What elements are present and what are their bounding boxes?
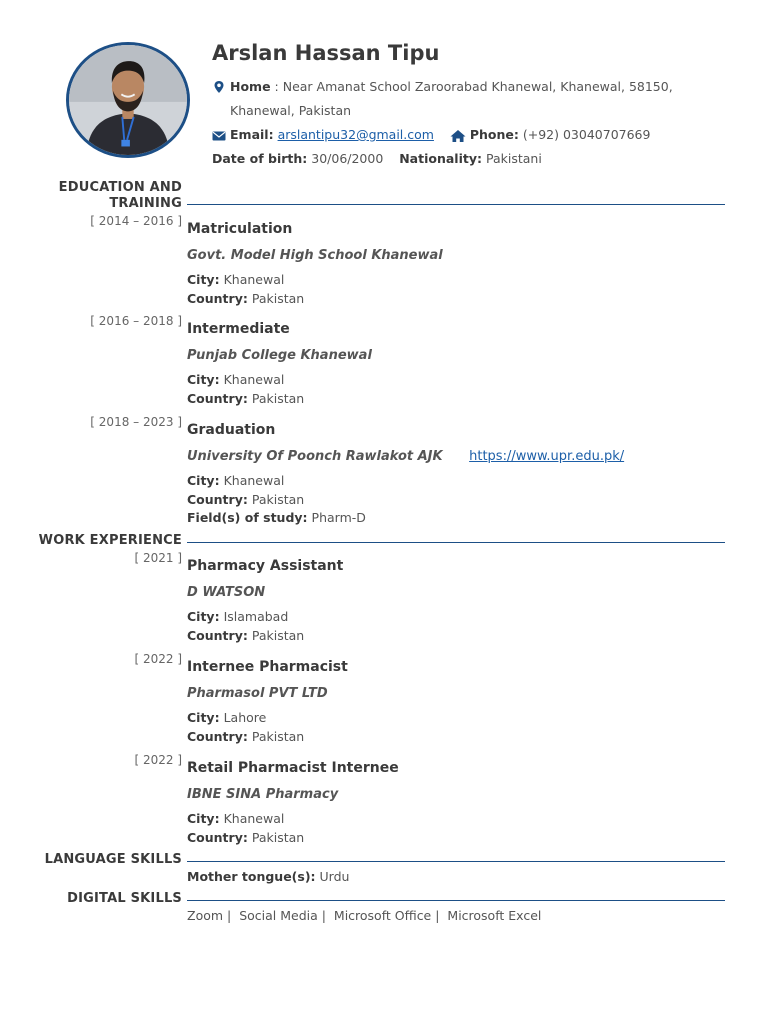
entry-country <box>187 491 727 510</box>
skill-separator: | <box>317 908 334 923</box>
mother-tongue-value: Urdu <box>319 869 350 884</box>
country-label: Country: <box>187 290 248 306</box>
city-label: City: <box>187 811 220 826</box>
country-label: Country: <box>187 491 248 507</box>
email-link[interactable]: arslantipu32@gmail.com <box>277 127 434 142</box>
city-value: Khanewal <box>223 272 285 287</box>
dob-value: 30/06/2000 <box>311 151 384 166</box>
city-label: City: <box>187 609 220 624</box>
email-label: Email: <box>230 127 274 142</box>
dob-label: Date of birth: <box>212 151 308 166</box>
entry-city <box>187 271 727 290</box>
entry-organization: Punjab College Khanewal <box>187 348 372 363</box>
entry-date: [ 2016 – 2018 ] <box>90 314 182 328</box>
country-value: Pakistan <box>251 290 305 306</box>
city-value: Islamabad <box>223 609 289 624</box>
full-name: Arslan Hassan Tipu <box>212 41 440 65</box>
city-value: Khanewal <box>223 473 285 488</box>
entry-city <box>187 709 727 728</box>
birth-nationality-line <box>212 147 732 171</box>
country-value: Pakistan <box>251 491 305 507</box>
field-value: Pharm-D <box>311 510 366 525</box>
location-pin-icon <box>212 80 226 94</box>
entry-city <box>187 371 727 390</box>
university-website-link[interactable]: https://www.upr.edu.pk/ <box>469 449 625 464</box>
entry-date: [ 2018 – 2023 ] <box>90 415 182 429</box>
entry-country <box>187 728 727 747</box>
person-photo-illustration <box>69 45 187 155</box>
entry-title: Internee Pharmacist <box>187 659 348 675</box>
digital-skills-list <box>187 907 727 925</box>
entry-city <box>187 608 727 627</box>
entry-title: Intermediate <box>187 321 290 337</box>
entry-date: [ 2014 – 2016 ] <box>90 214 182 228</box>
country-value: Pakistan <box>251 829 305 845</box>
entry-organization: Pharmasol PVT LTD <box>187 686 328 701</box>
entry-title: Matriculation <box>187 221 293 237</box>
country-value: Pakistan <box>251 728 305 744</box>
home-label: Home <box>230 79 271 94</box>
country-value: Pakistan <box>251 390 305 406</box>
skill-item: Microsoft Excel <box>447 908 542 923</box>
skill-separator: | <box>223 908 240 923</box>
skill-item: Zoom <box>187 908 224 923</box>
section-title-work: WORK EXPERIENCE <box>38 533 182 548</box>
entry-field-of-study <box>187 509 727 528</box>
entry-city <box>187 810 727 829</box>
country-value: Pakistan <box>251 627 305 643</box>
section-divider <box>187 204 725 205</box>
nationality-value: Pakistani <box>485 151 542 166</box>
section-title-education: EDUCATION AND TRAINING <box>58 180 182 211</box>
entry-organization: Govt. Model High School Khanewal <box>187 248 443 263</box>
home-address-line: Home : Near Amanat School Zaroorabad Khanewal, Khanewal, 58150, Khanewal, Pakistan <box>212 75 732 123</box>
country-label: Country: <box>187 829 248 845</box>
house-icon <box>450 129 466 143</box>
city-label: City: <box>187 372 220 387</box>
entry-date: [ 2021 ] <box>134 551 182 565</box>
entry-date: [ 2022 ] <box>134 652 182 666</box>
section-divider <box>187 900 725 901</box>
country-label: Country: <box>187 390 248 406</box>
city-value: Khanewal <box>223 372 285 387</box>
section-divider <box>187 542 725 543</box>
skill-separator: | <box>431 908 448 923</box>
entry-country <box>187 829 727 848</box>
entry-city <box>187 472 727 491</box>
city-label: City: <box>187 473 220 488</box>
envelope-icon <box>212 129 226 143</box>
section-title-language: LANGUAGE SKILLS <box>44 852 182 867</box>
skill-item: Social Media <box>239 908 318 923</box>
entry-organization: D WATSON <box>187 585 266 600</box>
entry-organization: University Of Poonch Rawlakot AJK <box>187 449 443 464</box>
phone-value: (+92) 03040707669 <box>522 127 651 142</box>
city-label: City: <box>187 272 220 287</box>
city-value: Khanewal <box>223 811 285 826</box>
entry-country <box>187 290 727 309</box>
section-title-digital: DIGITAL SKILLS <box>67 891 182 906</box>
entry-title: Graduation <box>187 422 276 438</box>
entry-country <box>187 390 727 409</box>
entry-organization: IBNE SINA Pharmacy <box>187 787 339 802</box>
contact-line <box>212 123 732 147</box>
mother-tongue-label: Mother tongue(s): <box>187 869 316 884</box>
country-label: Country: <box>187 627 248 643</box>
country-label: Country: <box>187 728 248 744</box>
phone-label: Phone: <box>469 127 519 142</box>
mother-tongue <box>187 868 727 887</box>
entry-date: [ 2022 ] <box>134 753 182 767</box>
home-address: Near Amanat School Zaroorabad Khanewal, Khanewal, 58150, Khanewal, Pakistan <box>230 79 673 118</box>
entry-country <box>187 627 727 646</box>
profile-photo <box>66 42 190 158</box>
personal-info <box>212 38 732 171</box>
entry-organization-row <box>187 448 727 466</box>
skill-item: Microsoft Office <box>333 908 432 923</box>
city-value: Lahore <box>223 710 267 725</box>
city-label: City: <box>187 710 220 725</box>
entry-title: Retail Pharmacist Internee <box>187 760 399 776</box>
nationality-label: Nationality: <box>399 151 482 166</box>
field-label: Field(s) of study: <box>187 510 308 525</box>
entry-title: Pharmacy Assistant <box>187 558 344 574</box>
section-divider <box>187 861 725 862</box>
